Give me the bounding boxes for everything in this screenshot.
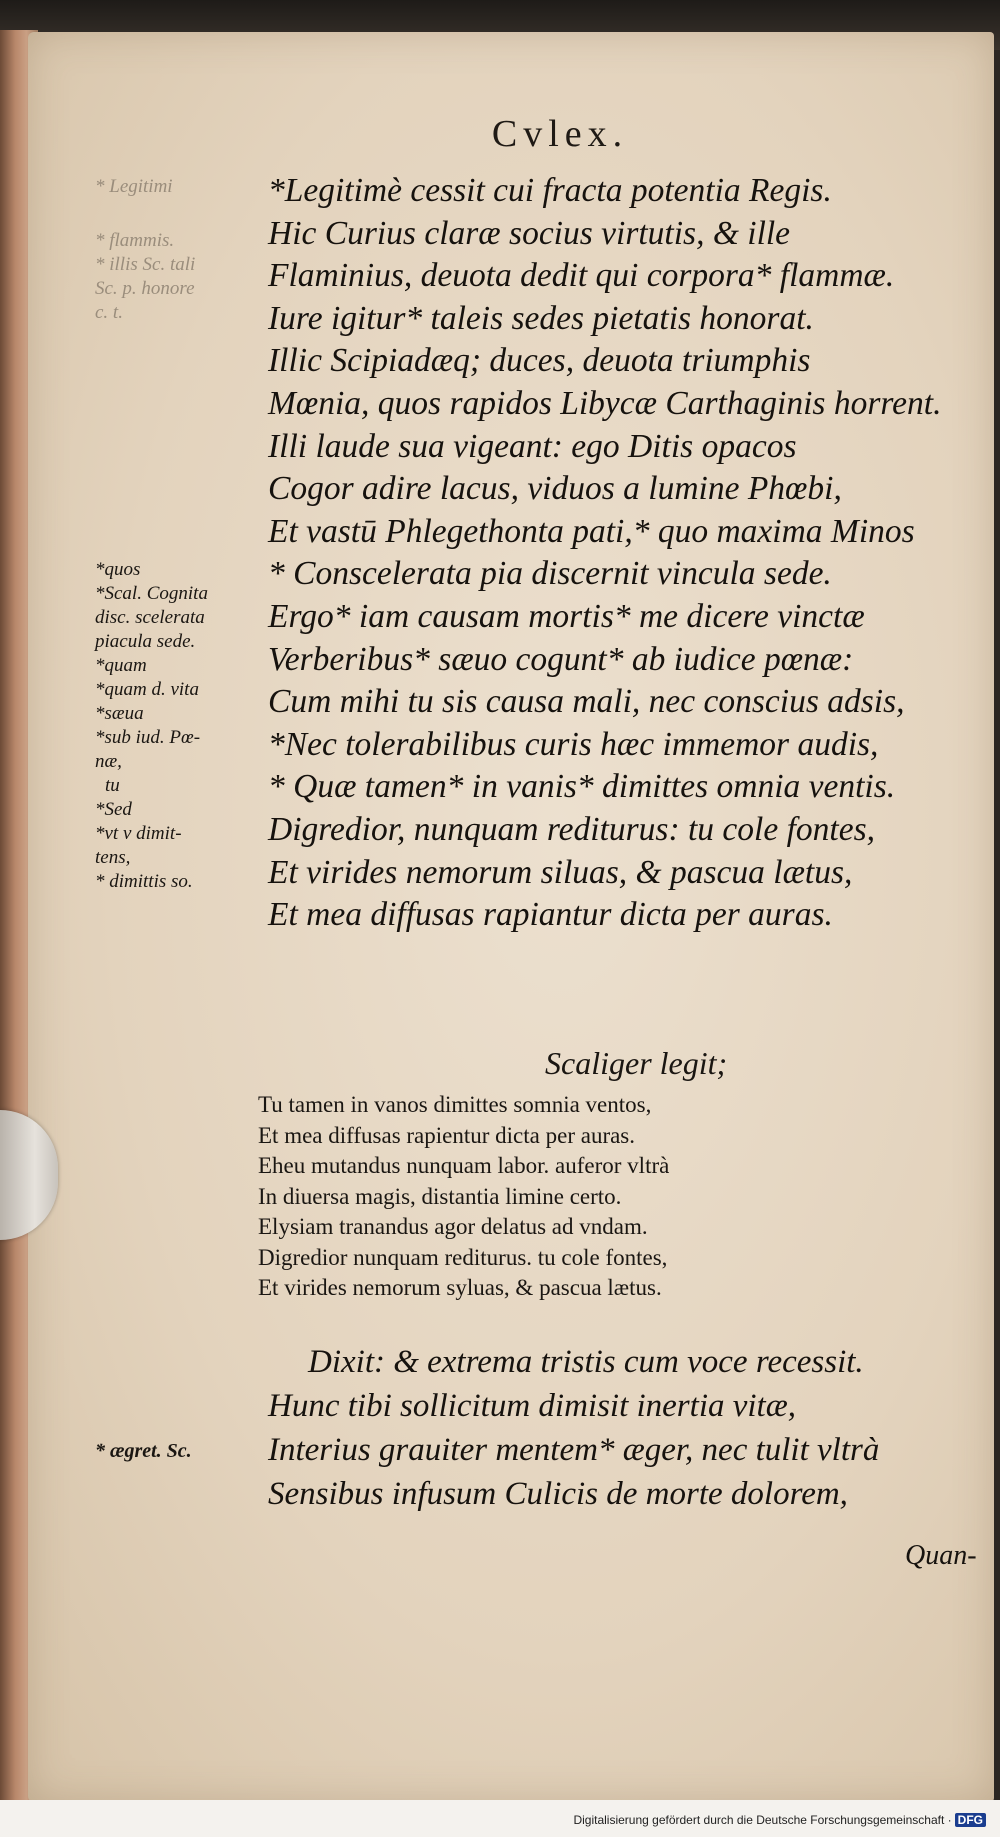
verse-line: * Conscelerata pia discernit vincula sede.: [268, 555, 832, 593]
margin-note: tu: [105, 775, 120, 796]
margin-note: c. t.: [95, 302, 123, 323]
scaliger-line: Elysiam tranandus agor delatus ad vndam.: [258, 1214, 648, 1239]
catchword: Quan-: [905, 1540, 977, 1571]
scaliger-reading: [258, 1090, 858, 1304]
margin-note: *vt v dimit-: [95, 823, 182, 844]
verse-line: Mœnia, quos rapidos Libycæ Carthaginis horrent.: [268, 384, 942, 422]
verse-line: Et vastū Phlegethonta pati,* quo maxima Minos: [268, 512, 915, 550]
verse-line: Et virides nemorum siluas, & pascua lætus,: [268, 853, 853, 891]
verse-line: *Legitimè cessit cui fracta potentia Regis.: [268, 172, 832, 209]
scaliger-line: In diuersa magis, distantia limine certo.: [258, 1183, 622, 1209]
margin-note: piacula sede.: [95, 631, 196, 652]
verse-line: Et mea diffusas rapiantur dicta per auras.: [268, 896, 833, 934]
margin-notes-top: [95, 175, 255, 325]
scaliger-line: Et virides nemorum syluas, & pascua lætus.: [258, 1275, 662, 1300]
verse-line: Dixit: & extrema tristis cum voce recessit.: [308, 1344, 864, 1380]
verse-line: Verberibus* sæuo cogunt* ab iudice pœnæ:: [268, 640, 854, 678]
credit-text: Digitalisierung gefördert durch die Deutsche Forschungsgemeinschaft ·: [573, 1813, 952, 1827]
verse-line: Interius grauiter mentem* æger, nec tulit vltrà: [268, 1432, 880, 1468]
margin-note: * illis Sc. tali: [95, 254, 196, 275]
dfg-logo: DFG: [955, 1813, 986, 1827]
scaliger-line: Eheu mutandus nunquam labor. auferor vltrà: [258, 1153, 670, 1178]
margin-note: *Scal. Cognita: [95, 583, 208, 604]
margin-note: næ,: [95, 751, 122, 772]
verse-line: Illic Scipiadæq; duces, deuota triumphis: [268, 342, 811, 380]
verse-line: Flaminius, deuota dedit qui corpora* flammæ.: [268, 257, 895, 295]
verse-line: Cum mihi tu sis causa mali, nec conscius adsis,: [268, 683, 905, 721]
scaliger-line: Et mea diffusas rapientur dicta per auras.: [258, 1122, 636, 1148]
margin-note: *sæua: [95, 703, 144, 724]
margin-note: *sub iud. Pœ-: [95, 727, 201, 748]
verse-line: * Quæ tamen* in vanis* dimittes omnia ventis.: [268, 768, 896, 806]
margin-note: * ægret. Sc.: [95, 1440, 192, 1462]
running-head: Cvlex.: [491, 113, 629, 155]
margin-note: *Sed: [95, 799, 132, 820]
verse-line: Cogor adire lacus, viduos a lumine Phœbi,: [268, 470, 842, 508]
margin-note: * flammis.: [95, 230, 175, 251]
margin-note: Sc. p. honore: [95, 278, 195, 299]
margin-note: disc. scelerata: [95, 607, 205, 628]
digitization-credit: [573, 1813, 986, 1827]
verse-line: Illi laude sua vigeant: ego Ditis opacos: [268, 427, 797, 465]
margin-note: *quam d. vita: [95, 679, 199, 700]
scaliger-line: Digredior nunquam rediturus. tu cole fontes,: [258, 1244, 668, 1270]
verse-line: Iure igitur* taleis sedes pietatis honorat.: [268, 299, 814, 337]
tail-verse-block: [268, 1340, 988, 1516]
verse-line: Sensibus infusum Culicis de morte dolorem,: [268, 1476, 848, 1512]
margin-note: tens,: [95, 847, 131, 868]
margin-note: * dimittis so.: [95, 871, 193, 892]
margin-note: *quos: [95, 559, 141, 580]
main-verse-block: [268, 170, 988, 937]
margin-notes: [95, 558, 255, 894]
margin-note: *quam: [95, 655, 147, 676]
verse-line: Hunc tibi sollicitum dimisit inertia vitæ,: [268, 1388, 796, 1424]
verse-line: Ergo* iam causam mortis* me dicere vinctæ: [268, 597, 865, 635]
verse-line: *Nec tolerabilibus curis hæc immemor audis,: [268, 725, 879, 763]
margin-note: * Legitimi: [95, 176, 173, 197]
verse-line: Hic Curius claræ socius virtutis, & ille: [268, 214, 791, 252]
scaliger-heading: Scaliger legit;: [545, 1045, 728, 1081]
verse-line: Digredior, nunquam rediturus: tu cole fontes,: [268, 810, 875, 848]
scaliger-line: Tu tamen in vanos dimittes somnia ventos,: [258, 1092, 652, 1117]
